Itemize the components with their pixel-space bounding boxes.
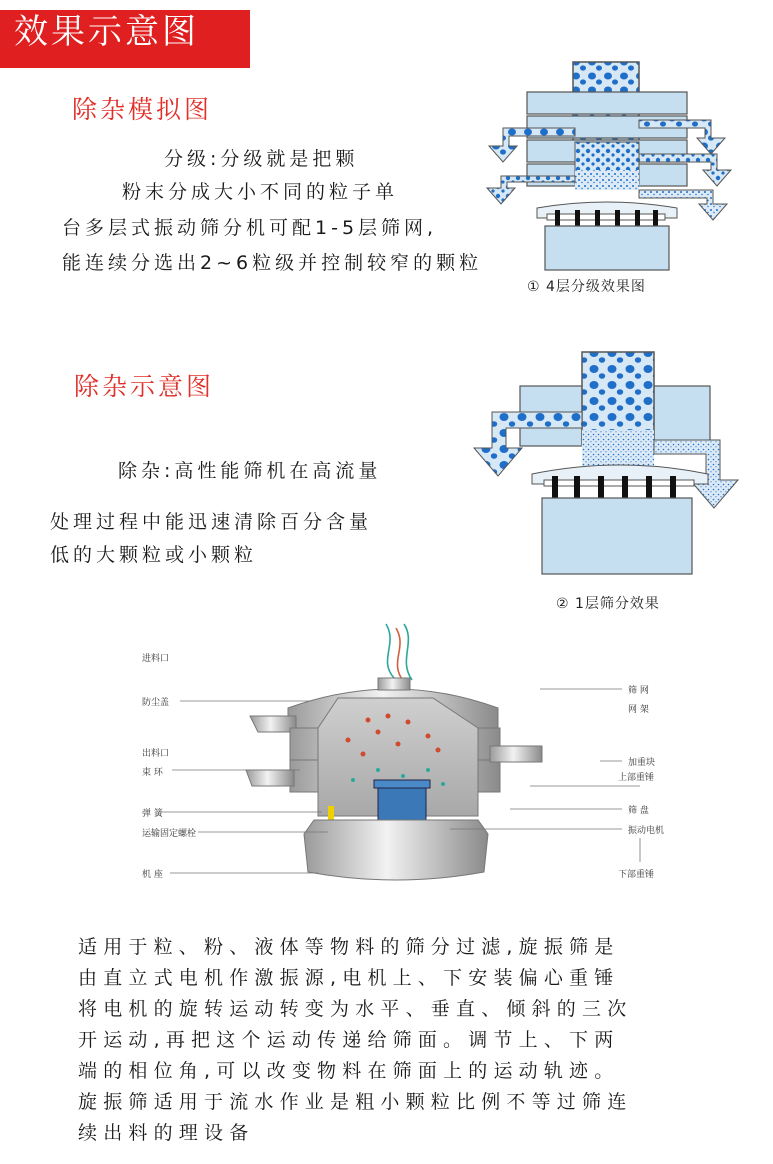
label-base: 机 座 [142, 870, 163, 880]
description-line-3: 将电机的旋转运动转变为水平、垂直、倾斜的三次 [78, 998, 633, 1020]
description-line-7: 续出料的理设备 [78, 1122, 255, 1144]
label-discharge-outlet: 出料口 [142, 749, 170, 759]
description-line-6: 旋振筛适用于流水作业是粗小颗粒比例不等过筛连 [78, 1091, 633, 1113]
figure1-caption: ① 4层分级效果图 [527, 279, 646, 295]
label-transport-bolt: 运输固定螺栓 [142, 829, 197, 839]
description-line-1: 适用于粒、粉、液体等物料的筛分过滤,旋振筛是 [78, 936, 620, 958]
label-lower-weight: 下部重锤 [618, 870, 655, 880]
section2-title: 除杂示意图 [74, 372, 215, 401]
description-line-4: 开运动,再把这个运动传递给筛面。调节上、下两 [78, 1029, 620, 1051]
section1-line-3: 台多层式振动筛分机可配1-5层筛网, [62, 217, 438, 239]
label-upper-weight: 上部重锤 [618, 773, 655, 783]
section2-line-3: 低的大颗粒或小颗粒 [50, 544, 258, 566]
section1-line-2: 粉末分成大小不同的粒子单 [122, 181, 399, 203]
section2-line-2: 处理过程中能迅速清除百分含量 [50, 511, 373, 533]
label-weight-block: 加重块 [628, 758, 656, 768]
section2-line-1: 除杂:高性能筛机在高流量 [118, 460, 382, 482]
label-dust-cover: 防尘盖 [142, 698, 170, 708]
label-clamp-ring: 束 环 [142, 768, 163, 778]
section1-line-1: 分级:分级就是把颗 [164, 148, 359, 170]
section1-line-4: 能连续分选出2~6粒级并控制较窄的颗粒 [62, 252, 483, 274]
label-screen-mesh: 筛 网 [628, 686, 649, 696]
label-screen-tray: 筛 盘 [628, 806, 649, 816]
label-mesh-frame: 网 架 [628, 705, 649, 715]
label-feed-inlet: 进料口 [142, 654, 170, 664]
label-vibration-motor: 振动电机 [628, 826, 665, 836]
description-line-2: 由直立式电机作激振源,电机上、下安装偏心重锤 [78, 967, 620, 989]
figure2-caption: ② 1层筛分效果 [556, 596, 660, 612]
description-line-5: 端的相位角,可以改变物料在筛面上的运动轨迹。 [78, 1060, 620, 1082]
label-spring: 弹 簧 [142, 809, 163, 819]
section1-title: 除杂模拟图 [72, 95, 213, 124]
page-title: 效果示意图 [14, 12, 199, 52]
